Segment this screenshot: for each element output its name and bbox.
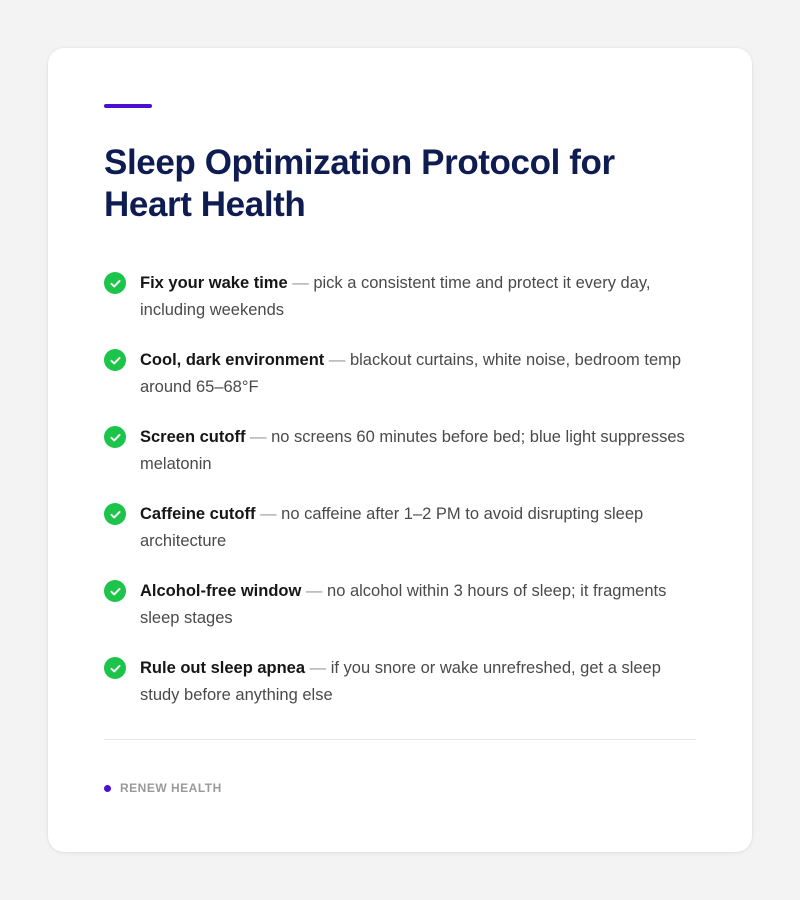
item-separator: — (301, 582, 328, 600)
item-separator: — (255, 505, 282, 523)
item-description: if you snore or wake unrefreshed, get a sleep study before anything else (140, 659, 661, 704)
item-title: Alcohol-free window (140, 582, 302, 600)
item-text (140, 270, 696, 324)
accent-bar (104, 104, 152, 108)
item-description: no caffeine after 1–2 PM to avoid disrupting sleep architecture (140, 505, 644, 550)
footer (104, 781, 222, 795)
footer-divider (104, 739, 696, 740)
protocol-card (48, 48, 752, 852)
item-title: Fix your wake time (140, 274, 288, 292)
item-text (140, 424, 696, 478)
item-title: Rule out sleep apnea (140, 659, 306, 677)
brand-dot-icon (104, 785, 111, 792)
brand-name: RENEW HEALTH (120, 781, 222, 795)
item-text (140, 347, 696, 401)
item-separator: — (245, 428, 272, 446)
item-text (140, 501, 696, 555)
check-circle-icon (104, 272, 126, 294)
item-description: no alcohol within 3 hours of sleep; it fragments sleep stages (140, 582, 667, 627)
item-title: Cool, dark environment (140, 351, 325, 369)
check-circle-icon (104, 503, 126, 525)
checklist-item (104, 655, 696, 709)
card-title: Sleep Optimization Protocol for Heart Health (104, 143, 615, 224)
item-title: Caffeine cutoff (140, 505, 256, 523)
item-text (140, 655, 696, 709)
item-text (140, 578, 696, 632)
checklist-item (104, 501, 696, 555)
checklist-item (104, 270, 696, 324)
item-description: pick a consistent time and protect it every day, including weekends (140, 274, 651, 319)
checklist-item (104, 578, 696, 632)
checklist-item (104, 424, 696, 478)
checklist-item (104, 347, 696, 401)
item-description: no screens 60 minutes before bed; blue light suppresses melatonin (140, 428, 685, 473)
check-circle-icon (104, 580, 126, 602)
check-circle-icon (104, 426, 126, 448)
item-description: blackout curtains, white noise, bedroom temp around 65–68°F (140, 351, 682, 396)
check-circle-icon (104, 657, 126, 679)
item-separator: — (324, 351, 350, 369)
item-separator: — (287, 274, 314, 292)
check-circle-icon (104, 349, 126, 371)
item-separator: — (305, 659, 331, 677)
checklist (104, 270, 696, 709)
item-title: Screen cutoff (140, 428, 246, 446)
